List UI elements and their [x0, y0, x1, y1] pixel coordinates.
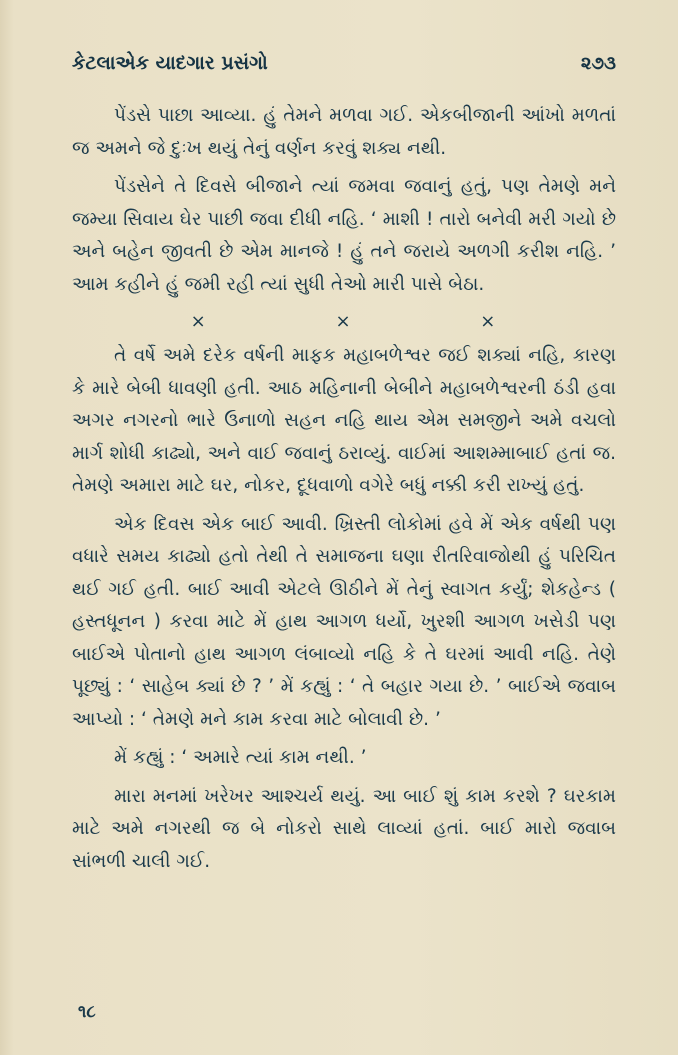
signature-mark: ૧૮: [78, 1002, 96, 1022]
running-title: કેટલાએક યાદગાર પ્રસંગો: [72, 52, 268, 74]
paragraph: મારા મનમાં ખરેખર આશ્ચર્ય થયું. આ બાઈ શું કામ કરશે ? ઘરકામ માટે અમે નગરથી જ બે નોકરો સાથે લાવ્યાં હતાં. બાઈ મારો જવાબ સાંભળી ચાલી ગઈ.: [72, 785, 616, 872]
paragraph: તે વર્ષે અમે દરેક વર્ષની માફક મહાબળેશ્વર જઈ શક્યાં નહિ, કારણ કે મારે બેબી ધાવણી હતી. આઠ મહિનાની બેબીને મહાબળેશ્વરની ઠંડી હવા અગર નગરનો ભારે ઉનાળો સહન નહિ થાય એમ સમજીને અમે વચલો માર્ગ શોધી કાઢ્યો, અને વાઈ જવાનું ઠરાવ્યું. વાઈમાં આશમ્માબાઈ હતાં જ. તેમણે અમારા માટે ઘર, નોકર, દૂધવાળો વગેરે બધું નક્કી કરી રાખ્યું હતું.: [72, 345, 616, 496]
page-header: [72, 52, 616, 74]
paragraph: પેંડસેને તે દિવસે બીજાને ત્યાં જમવા જવાનું હતું, પણ તેમણે મને જમ્યા સિવાય ઘેર પાછી જવા દીધી નહિ. ‘ માશી ! તારો બનેવી મરી ગયો છે અને બહેન જીવતી છે એમ માનજે ! હું તને જરાયે અળગી કરીશ નહિ. ’ આમ કહીને હું જમી રહી ત્યાં સુધી તેઓ મારી પાસે બેઠા.: [72, 176, 616, 295]
page-number: ૨૭૩: [580, 53, 616, 74]
paragraph: એક દિવસ એક બાઈ આવી. ખ્રિસ્તી લોકોમાં હવે મેં એક વર્ષથી પણ વધારે સમય કાઢ્યો હતો તેથી તે સમાજના ઘણા રીતરિવાજોથી હું પરિચિત થઈ ગઈ હતી. બાઈ આવી એટલે ઊઠીને મેં તેનું સ્વાગત કર્યું; શેકહેન્ડ ( હસ્તધૂનન ) કરવા માટે મેં હાથ આગળ ધર્યો, ખુરશી આગળ ખસેડી પણ બાઈએ પોતાનો હાથ આગળ લંબાવ્યો નહિ કે તે ઘરમાં આવી નહિ. તેણે પૂછ્યું : ‘ સાહેબ ક્યાં છે ? ’ મેં કહ્યું : ‘ તે બહાર ગયા છે. ’ બાઈએ જવાબ આપ્યો : ‘ તેમણે મને કામ કરવા માટે બોલાવી છે. ’: [72, 513, 616, 730]
paragraph: પેંડસે પાછા આવ્યા. હું તેમને મળવા ગઈ. એકબીજાની આંખો મળતાં જ અમને જે દુઃખ થયું તેનું વર્ણન કરવું શક્ય નથી.: [72, 105, 616, 159]
section-separator: × × ×: [190, 311, 558, 332]
paragraph: મેં કહ્યું : ‘ અમારે ત્યાં કામ નથી. ’: [114, 747, 367, 768]
body-text: [72, 100, 616, 878]
